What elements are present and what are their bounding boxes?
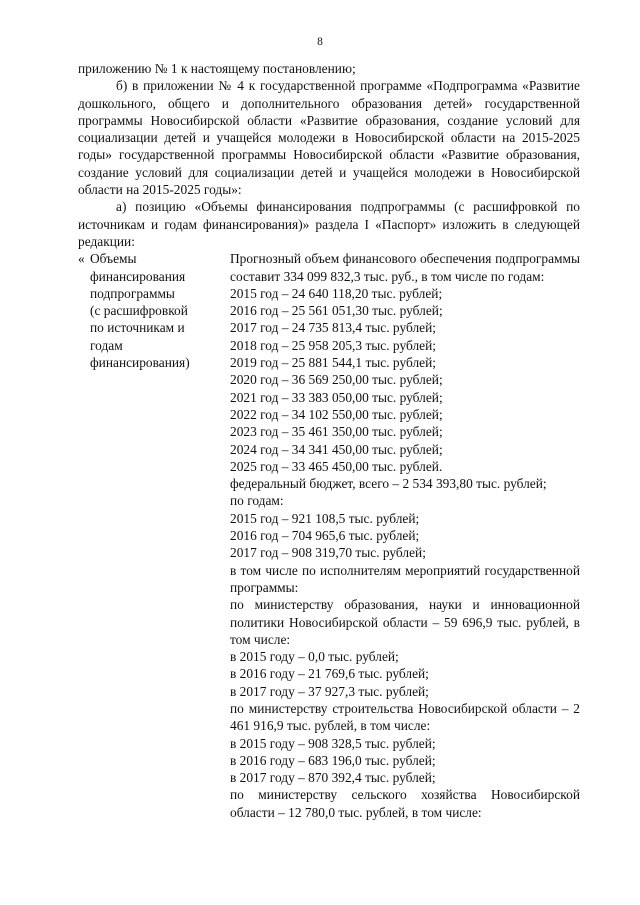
left-line: финансирования)	[90, 355, 190, 371]
right-line: в 2017 году – 37 927,3 тыс. рублей;	[230, 683, 429, 699]
right-line: в 2015 году – 0,0 тыс. рублей;	[230, 649, 399, 665]
right-line: в 2015 году – 908 328,5 тыс. рублей;	[230, 735, 436, 751]
right-line: 2019 год – 25 881 544,1 тыс. рублей;	[230, 355, 436, 371]
right-line: Прогнозный объем финансового обеспечения подпрограммы составит 334 099 832,3 тыс. руб., в том числе по годам:	[230, 251, 580, 284]
left-line: Объемы	[90, 251, 137, 267]
right-line: по министерству строительства Новосибирской области – 2 461 916,9 тыс. рублей, в том числе:	[230, 700, 580, 734]
right-line: 2022 год – 34 102 550,00 тыс. рублей;	[230, 406, 443, 422]
right-line: федеральный бюджет, всего – 2 534 393,80 тыс. рублей;	[230, 476, 547, 492]
page-number: 8	[317, 36, 323, 48]
right-line: 2021 год – 33 383 050,00 тыс. рублей;	[230, 389, 443, 405]
quote-mark: «	[78, 251, 85, 267]
right-line: 2015 год – 24 640 118,20 тыс. рублей;	[230, 285, 443, 301]
right-line: по годам:	[230, 493, 284, 509]
right-line: 2018 год – 25 958 205,3 тыс. рублей;	[230, 337, 436, 353]
right-line: в 2016 году – 683 196,0 тыс. рублей;	[230, 752, 436, 768]
right-line: 2024 год – 34 341 450,00 тыс. рублей;	[230, 441, 443, 457]
right-line: в 2016 году – 21 769,6 тыс. рублей;	[230, 666, 429, 682]
right-line: по министерству сельского хозяйства Новосибирской области – 12 780,0 тыс. рублей, в том числе:	[230, 787, 580, 820]
left-line: по источникам и	[90, 320, 185, 336]
right-line: в 2017 году – 870 392,4 тыс. рублей;	[230, 770, 436, 786]
right-line: 2020 год – 36 569 250,00 тыс. рублей;	[230, 372, 443, 388]
right-line: 2017 год – 24 735 813,4 тыс. рублей;	[230, 320, 436, 336]
left-line: финансирования	[90, 268, 186, 284]
right-line: 2017 год – 908 319,70 тыс. рублей;	[230, 545, 426, 561]
left-line: (с расшифровкой	[90, 303, 188, 319]
right-line: 2025 год – 33 465 450,00 тыс. рублей.	[230, 458, 443, 474]
right-line: 2016 год – 25 561 051,30 тыс. рублей;	[230, 303, 443, 319]
paragraph-item-a: а) позицию «Объемы финансирования подпрограммы (с расшифровкой по источникам и годам финансирования)» раздела I «Паспорт» изложить в следующей редакции:	[78, 199, 580, 249]
paragraph-item-b: б) в приложении № 4 к государственной программе «Подпрограмма «Развитие дошкольного, общего и дополнительного образования детей» государственной программы Новосибирской области «Развитие образования, создание условий для социализации детей и учащейся молодежи в Новосибирской области на 2015-2025 годы» государственной программы Новосибирской области «Развитие образования, создание условий для социализации детей и учащейся молодежи в Новосибирской области на 2015-2025 годы»:	[78, 78, 580, 198]
right-line: 2016 год – 704 965,6 тыс. рублей;	[230, 528, 420, 544]
document-body	[78, 60, 580, 821]
right-line: 2015 год – 921 108,5 тыс. рублей;	[230, 510, 420, 526]
right-line: 2023 год – 35 461 350,00 тыс. рублей;	[230, 424, 443, 440]
left-line: годам	[90, 337, 123, 353]
paragraph-continuation: приложению № 1 к настоящему постановлению;	[78, 61, 356, 76]
passport-left-cell	[90, 250, 220, 821]
passport-right-cell	[230, 250, 580, 821]
right-line: по министерству образования, науки и инновационной политики Новосибирской области – 59 696,9 тыс. рублей, в том числе:	[230, 597, 580, 647]
right-line: в том числе по исполнителям мероприятий государственной программы:	[230, 562, 580, 595]
passport-table	[78, 250, 580, 821]
left-line: подпрограммы	[90, 285, 175, 301]
